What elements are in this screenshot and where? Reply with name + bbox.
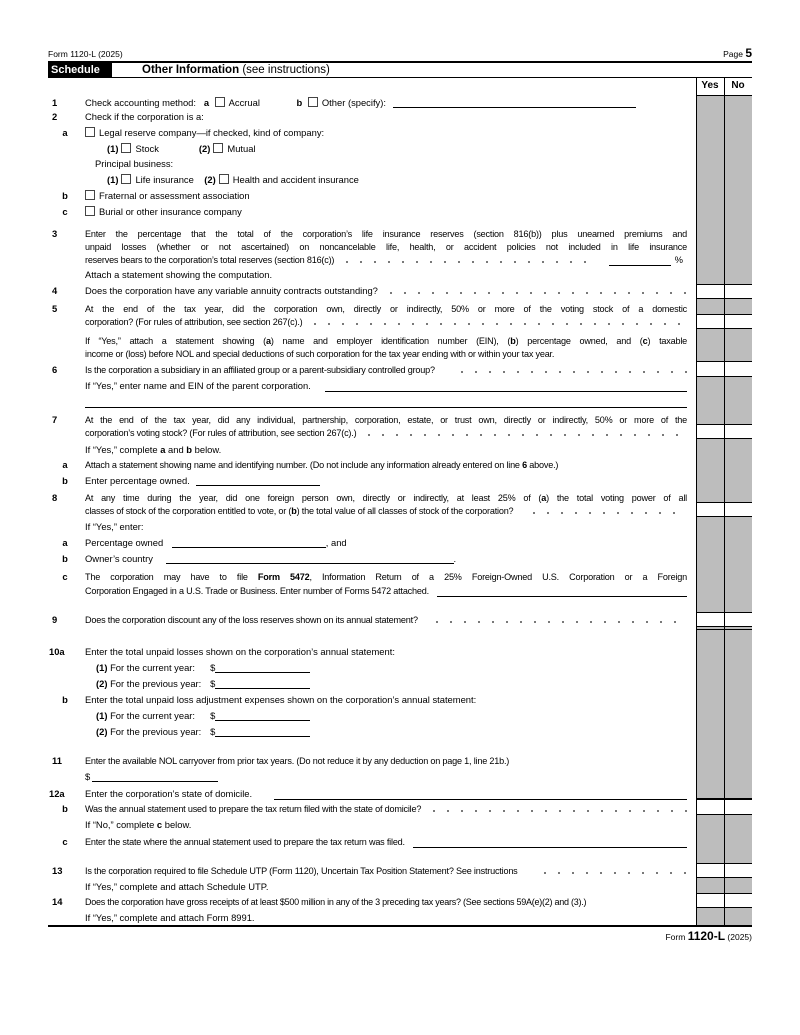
page-num: 5 <box>745 46 752 60</box>
principal-business-label: Principal business: <box>95 158 174 169</box>
line-8a: Percentage owned , and <box>85 537 347 548</box>
life-insurance-checkbox[interactable] <box>121 174 131 184</box>
schedule-badge: Schedule M <box>48 63 112 77</box>
form-id: Form 1120-L (2025) <box>48 49 123 59</box>
parent-corporation-field[interactable] <box>325 381 687 392</box>
line-letter: b <box>62 694 68 705</box>
line-number: 1 <box>52 97 58 108</box>
loss-adjustment-current-field[interactable] <box>215 710 310 721</box>
footer-form-id: Form 1120-L (2025) <box>665 929 752 943</box>
line-5-ifyes: income or (loss) before NOL and special deductions of such corporation for the tax year ending with or within your tax year. <box>85 349 555 359</box>
line-12a: Enter the corporation’s state of domicile. <box>85 787 687 801</box>
nol-carryover-field[interactable] <box>92 771 218 782</box>
line-10b-1: (1) For the current year: $ <box>96 709 698 723</box>
line-3-text: Enter the percentage that the total of the corporation’s life insurance reserves (section 816(b)) plus unearned premiums and <box>85 229 687 239</box>
loss-adjustment-previous-field[interactable] <box>215 726 310 737</box>
line-number: 11 <box>52 755 62 766</box>
line-8-ifyes: If “Yes,” enter: <box>85 521 144 532</box>
line-letter: a <box>62 127 68 138</box>
line-5-text: At the end of the tax year, did the corporation own, directly or indirectly, 50% or more of the voting stock of a domestic <box>85 304 687 314</box>
line-number: 4 <box>52 285 58 296</box>
unpaid-losses-current-field[interactable] <box>215 662 310 673</box>
line-letter: b <box>62 553 68 564</box>
accrual-checkbox[interactable] <box>215 97 225 107</box>
line-3-attach: Attach a statement showing the computation. <box>85 269 273 280</box>
line-12-ifno: If “No,” complete c below. <box>85 819 192 830</box>
line-4: Does the corporation have any variable annuity contracts outstanding? <box>85 284 687 298</box>
filing-state-field[interactable] <box>413 837 687 848</box>
line-letter: c <box>62 206 68 217</box>
line-2c: Burial or other insurance company <box>82 205 684 219</box>
line-8b: Owner’s country . <box>85 553 457 564</box>
fraternal-checkbox[interactable] <box>85 190 95 200</box>
line-letter: c <box>62 571 68 582</box>
line-10a-2: (2) For the previous year: $ <box>96 677 698 691</box>
line-1: Check accounting method: a Accrual b Other (specify): <box>85 96 687 110</box>
line-letter: b <box>62 475 68 486</box>
burial-checkbox[interactable] <box>85 206 95 216</box>
line-letter: b <box>62 190 68 201</box>
line-number: 13 <box>52 865 63 876</box>
line-8c: The corporation may have to file Form 5472, Information Return of a 25% Foreign-Owned U.S. Corporation or a Foreign <box>85 572 687 582</box>
schedule-title: Other Information (see instructions) <box>142 64 330 76</box>
line-10b-2: (2) For the previous year: $ <box>96 725 698 739</box>
line-number: 12a <box>49 788 65 799</box>
line-number: 8 <box>52 492 58 503</box>
line-2a: Legal reserve company—if checked, kind of company: <box>82 126 684 140</box>
line-14: Does the corporation have gross receipts of at least $500 million in any of the 3 preceding tax years? (See sections 59A(e)(2) and (3).) <box>85 897 587 907</box>
line-number: 10a <box>49 646 65 657</box>
mutual-checkbox[interactable] <box>213 143 223 153</box>
health-accident-checkbox[interactable] <box>219 174 229 184</box>
line-5-ifyes: If “Yes,” attach a statement showing (a) name and employer identification number (EIN), (b) percentage owned, and (c) taxable <box>85 336 688 346</box>
state-of-domicile-field[interactable] <box>274 789 687 800</box>
line-number: 14 <box>52 896 63 907</box>
line-letter: b <box>62 803 68 814</box>
line-2-text: Check if the corporation is a: <box>85 111 204 122</box>
line-number: 6 <box>52 364 58 375</box>
line-7-text: corporation’s voting stock? (For rules of attribution, see section 267(c).) <box>85 426 687 440</box>
stock-checkbox[interactable] <box>121 143 131 153</box>
line-2a-kinds: (1) Stock (2) Mutual <box>107 143 256 154</box>
line-2b: Fraternal or assessment association <box>82 189 684 203</box>
legal-reserve-checkbox[interactable] <box>85 127 95 137</box>
line-7b: Enter percentage owned. <box>85 474 687 488</box>
line-11: Enter the available NOL carryover from prior tax years. (Do not reduce it by any deduction on page 1, line 21b.) <box>85 756 510 766</box>
line-letter: c <box>62 836 68 847</box>
percentage-owned-field[interactable] <box>196 475 320 486</box>
line-7-text: At the end of the tax year, did any individual, partnership, corporation, estate, or trust own, directly or indirectly, 50% or more of the <box>85 415 687 425</box>
no-header: No <box>731 80 745 91</box>
line-10b: Enter the total unpaid loss adjustment expenses shown on the corporation’s annual statement: <box>85 694 477 705</box>
line-8-text: classes of stock of the corporation entitled to vote, or ( b ) the total value of all classes of stock of the corporation? <box>85 504 687 518</box>
line-6-ifyes: If “Yes,” enter name and EIN of the parent corporation. <box>85 379 687 393</box>
line-12c: Enter the state where the annual statement used to prepare the tax return was filed. <box>85 835 687 849</box>
line-8c: Corporation Engaged in a U.S. Trade or Business. Enter number of Forms 5472 attached. <box>85 584 687 598</box>
line-8-text: At any time during the year, did one foreign person own, directly or indirectly, at least 25% of (a) the total voting power of all <box>85 493 687 503</box>
line-7-ifyes: If “Yes,” complete a and b below. <box>85 444 222 455</box>
line-letter: a <box>62 537 68 548</box>
line-5-text: corporation? (For rules of attribution, see section 267(c).) <box>85 315 687 329</box>
line-10a-1: (1) For the current year: $ <box>96 661 698 675</box>
unpaid-losses-previous-field[interactable] <box>215 678 310 689</box>
foreign-percentage-field[interactable] <box>172 537 326 548</box>
other-method-field[interactable] <box>393 97 636 108</box>
other-method-checkbox[interactable] <box>308 97 318 107</box>
forms-5472-count-field[interactable] <box>437 586 687 597</box>
percentage-field[interactable] <box>609 255 671 266</box>
line-number: 5 <box>52 303 58 314</box>
line-3-pct-row: reserves bears to the corporation’s total reserves (section 816(c)) % <box>85 254 683 265</box>
line-9: Does the corporation discount any of the loss reserves shown on its annual statement? <box>85 613 687 627</box>
line-number: 2 <box>52 111 58 122</box>
line-13: Is the corporation required to file Schedule UTP (Form 1120), Uncertain Tax Position Statement? See instructions <box>85 864 687 878</box>
line-14-ifyes: If “Yes,” complete and attach Form 8991. <box>85 912 255 923</box>
nol-row: $ <box>85 770 687 784</box>
line-number: 7 <box>52 414 58 425</box>
line-3-text: unpaid losses (whether or not ascertained) on noncancelable life, health, or accident policies not included in life insurance <box>85 242 687 252</box>
line-13-ifyes: If “Yes,” complete and attach Schedule UTP. <box>85 881 269 892</box>
yes-header: Yes <box>701 80 719 91</box>
page-number <box>723 46 752 60</box>
line-12b: Was the annual statement used to prepare the tax return filed with the state of domicile? <box>85 802 687 816</box>
line-7a: Attach a statement showing name and identifying number. (Do not include any information already entered on line 6 above.) <box>85 460 559 470</box>
line-number: 9 <box>52 614 58 625</box>
line-2a-business: (1) Life insurance (2) Health and accident insurance <box>107 174 359 185</box>
line-letter: a <box>62 459 68 470</box>
owners-country-field[interactable] <box>166 553 454 564</box>
page-label: Page <box>723 49 743 59</box>
line-6: Is the corporation a subsidiary in an affiliated group or a parent-subsidiary controlled group? <box>85 363 687 377</box>
line-number: 3 <box>52 228 58 239</box>
parent-corporation-field-line2[interactable] <box>85 407 687 408</box>
line-10a: Enter the total unpaid losses shown on the corporation’s annual statement: <box>85 646 395 657</box>
